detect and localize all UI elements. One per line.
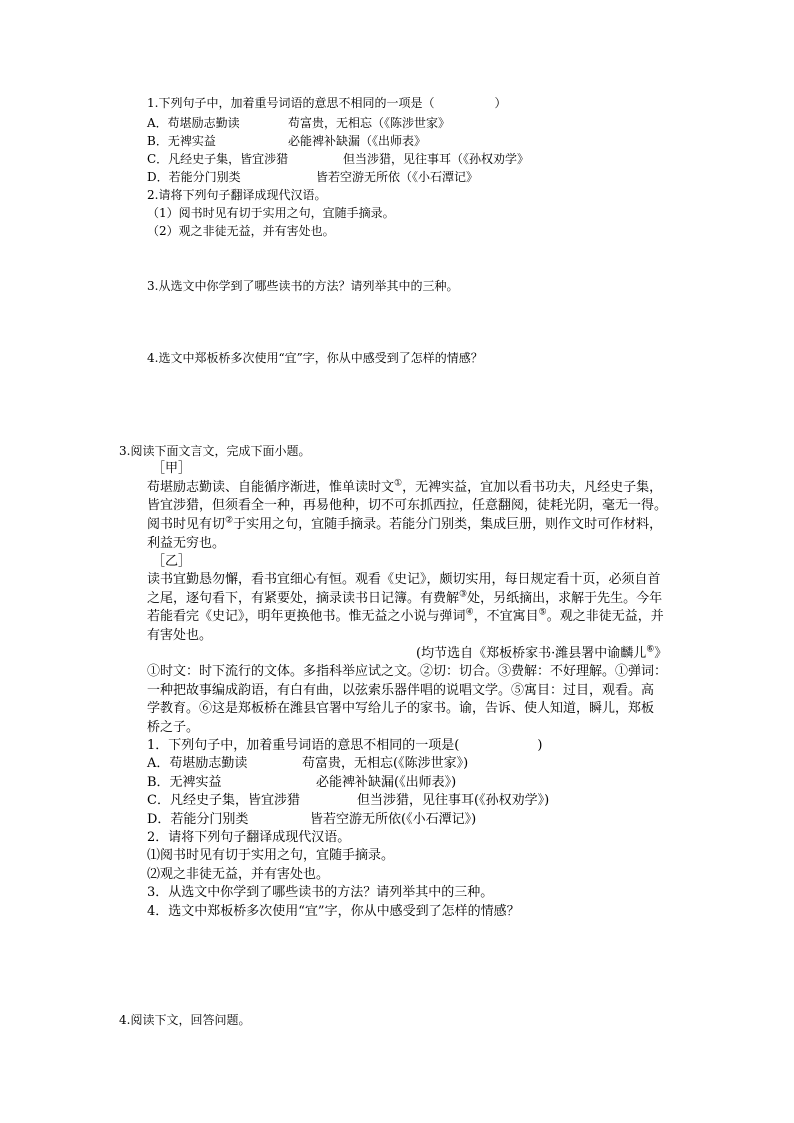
sub-question-2-item-1: ⑴阅书时见有切于实用之句，宜随手摘录。 bbox=[147, 848, 395, 863]
option-d-right: 皆若空游无所依（《小石潭记》 bbox=[316, 170, 479, 184]
passage-jia-line: 阅书时见有切②于实用之句，宜随手摘录。若能分门别类，集成巨册，则作文时可作材料， bbox=[147, 515, 663, 532]
footnote-line: 桥之子。 bbox=[147, 720, 200, 735]
sub-option-a-right: 苟富贵，无相忘(《陈涉世家》) bbox=[302, 756, 469, 771]
option-c-right: 但当涉猎，见往事耳（《孙权劝学》 bbox=[343, 152, 530, 166]
sub-question-3-text: 3．从选文中你学到了哪些读书的方法？请列举其中的三种。 bbox=[147, 885, 494, 900]
question-2-item-1: （1）阅书时见有切于实用之句，宜随手摘录。 bbox=[147, 206, 395, 220]
option-d-left: D．若能分门别类 bbox=[147, 170, 241, 184]
option-b-left: B．无裨实益 bbox=[147, 134, 216, 148]
question-1-text: 1.下列句子中，加着重号词语的意思不相同的一项是（ ） bbox=[147, 96, 507, 110]
sub-option-b-right: 必能裨补缺漏(《出师表》) bbox=[316, 775, 457, 790]
sub-option-c-left: C．凡经史子集，皆宜涉猎 bbox=[147, 793, 300, 808]
section-heading: 3.阅读下面文言文，完成下面小题。 bbox=[119, 444, 311, 458]
sub-option-b-left: B．无裨实益 bbox=[147, 775, 222, 790]
passage-yi-line: 之尾，逐句看下，有紧要处，摘录读书日记簿。有费解③处，另纸摘出，求解于先生。今年 bbox=[147, 589, 663, 606]
passage-jia-label: ［甲］ bbox=[152, 461, 192, 476]
question-4-text: 4.选文中郑板桥多次使用“宜”字，你从中感受到了怎样的情感？ bbox=[147, 351, 483, 365]
sub-question-1-text: 1．下列句子中，加着重号词语的意思不相同的一项是( ) bbox=[147, 738, 543, 753]
passage-yi-label: ［乙］ bbox=[152, 554, 192, 569]
footnote-line: 学教育。⑥这是郑板桥在潍县官署中写给儿子的家书。谕，告诉、使人知道，瞬儿，郑板 bbox=[147, 701, 655, 716]
sub-question-2-text: 2．请将下列句子翻译成现代汉语。 bbox=[147, 830, 351, 845]
sub-option-d-right: 皆若空游无所依(《小石潭记》) bbox=[310, 812, 477, 827]
passage-source: (均节选自《郑板桥家书·潍县署中谕麟儿⑥》 bbox=[416, 644, 668, 661]
sub-option-d-left: D．若能分门别类 bbox=[147, 812, 249, 827]
option-a-right: 苟富贵，无相忘（《陈涉世家》 bbox=[288, 116, 451, 130]
option-c-left: C．凡经史子集，皆宜涉猎 bbox=[147, 152, 289, 166]
passage-jia-line: 皆宜涉猎，但须看全一种，再易他种，切不可东抓西拉，任意翻阅，徒耗光阴，毫无一得。 bbox=[147, 498, 668, 513]
passage-yi-line: 读书宜勤恳勿懈，看书宜细心有恒。观看《史记》，颇切实用，每日规定看十页，必须自首 bbox=[147, 572, 661, 587]
question-2-item-2: （2）观之非徒无益，并有害处也。 bbox=[147, 224, 335, 238]
footnote-line: 一种把故事编成韵语，有白有曲，以弦索乐器伴唱的说唱文学。⑤寓目：过目，观看。高 bbox=[147, 683, 655, 698]
footnote-line: ①时文：时下流行的文体。多指科举应试之文。②切：切合。③费解：不好理解。①弹词： bbox=[147, 664, 668, 679]
sub-option-a-left: A．苟堪励志勤读 bbox=[147, 756, 248, 771]
sub-question-2-item-2: ⑵观之非徒无益，并有害处也。 bbox=[147, 867, 330, 882]
sub-question-4-text: 4．选文中郑板桥多次使用“宜”字，你从中感受到了怎样的情感？ bbox=[147, 904, 520, 919]
passage-yi-line: 若能看完《史记》，明年更换他书。惟无益之小说与弹词④，不宜寓目⑤。观之非徒无益，并 bbox=[147, 607, 664, 624]
question-2-text: 2.请将下列句子翻译成现代汉语。 bbox=[147, 188, 327, 202]
option-a-left: A．苟堪励志勤读 bbox=[147, 116, 240, 130]
option-b-right: 必能裨补缺漏（《出师表》 bbox=[288, 134, 427, 148]
passage-jia-line: 苟堪励志勤读、自能循序渐进，惟单读时文①，无裨实益，宜加以看书功夫，凡经史子集， bbox=[147, 478, 663, 495]
section-heading: 4.阅读下文，回答问题。 bbox=[119, 1013, 251, 1027]
question-3-text: 3.从选文中你学到了哪些读书的方法？请列举其中的三种。 bbox=[147, 279, 459, 293]
sub-option-c-right: 但当涉猎，见往事耳(《孙权劝学》) bbox=[357, 793, 550, 808]
passage-jia-line: 利益无穷也。 bbox=[147, 536, 226, 551]
passage-yi-line: 有害处也。 bbox=[147, 628, 213, 643]
